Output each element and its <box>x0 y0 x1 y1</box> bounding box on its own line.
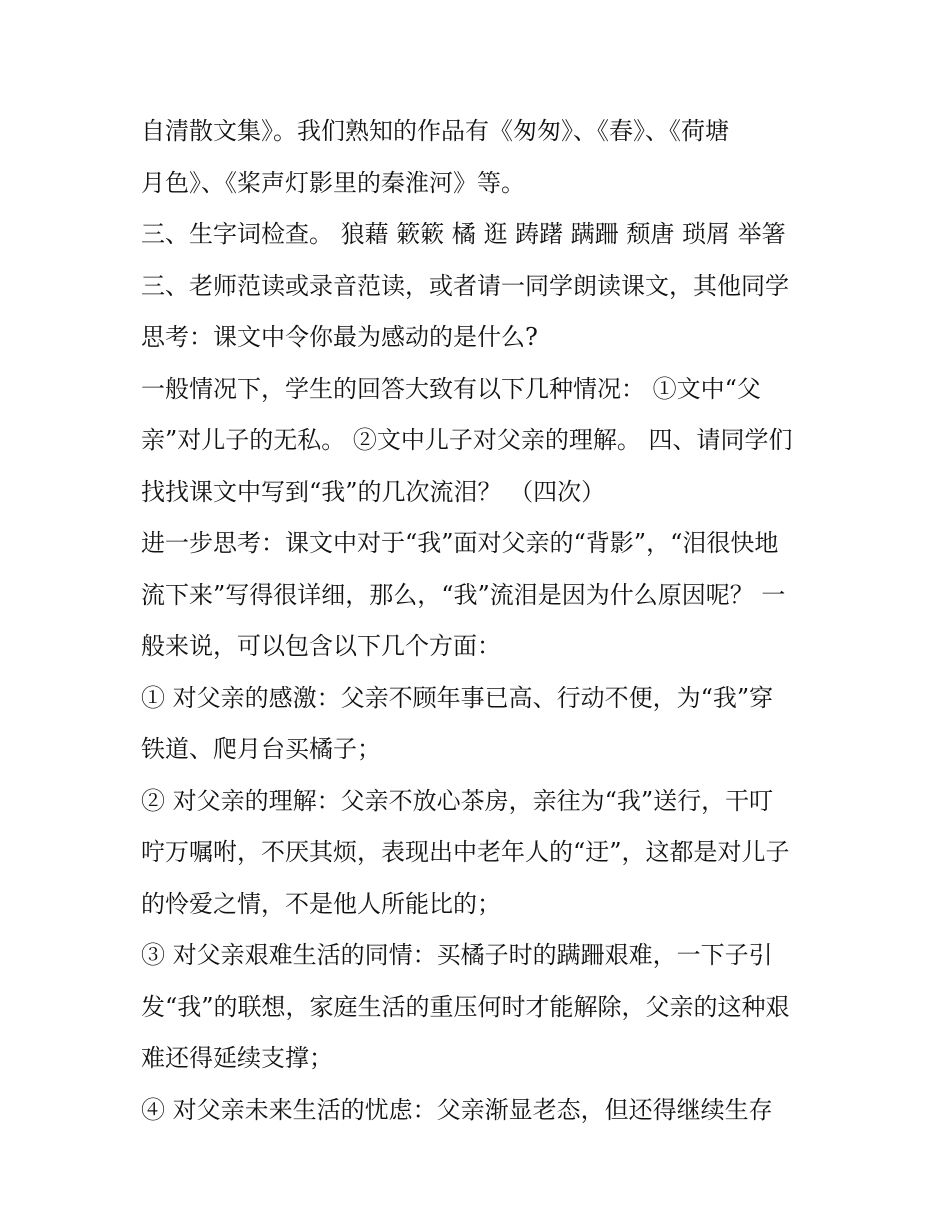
text-line: 自清散文集》。我们熟知的作品有《匆匆》、《春》、《荷塘 <box>141 117 729 145</box>
text-line: ③ 对父亲艰难生活的同情：买橘子时的蹒跚艰难，一下子引 <box>141 941 773 969</box>
text-line: 的怜爱之情，不是他人所能比的； <box>141 889 501 918</box>
text-line: 咛万嘱咐，不厌其烦，表现出中老年人的“迂”，这都是对儿子 <box>141 838 790 866</box>
text-line: ① 对父亲的感激：父亲不顾年事已高、行动不便，为“我”穿 <box>141 683 774 712</box>
text-line: 发“我”的联想，家庭生活的重压何时才能解除，父亲的这种艰 <box>141 992 790 1021</box>
text-line: 流下来”写得很详细，那么，“我”流泪是因为什么原因呢？ 一 <box>141 580 786 609</box>
document-body <box>141 106 821 1136</box>
text-line: ② 对父亲的理解：父亲不放心茶房，亲往为“我”送行，干叮 <box>141 786 774 815</box>
text-line: 三、生字词检查。 狼藉 簌簌 橘 逛 踌躇 蹒跚 颓唐 琐屑 举箸 <box>141 220 786 248</box>
text-line: 月色》、《桨声灯影里的秦淮河》等。 <box>141 168 525 197</box>
text-line: 铁道、爬月台买橘子； <box>141 735 381 763</box>
text-line: 进一步思考：课文中对于“我”面对父亲的“背影”，“泪很快地 <box>141 529 779 557</box>
text-line: 一般情况下，学生的回答大致有以下几种情况： ①文中“父 <box>141 374 761 403</box>
text-line: 难还得延续支撑； <box>141 1044 333 1072</box>
text-line: ④ 对父亲未来生活的忧虑：父亲渐显老态，但还得继续生存 <box>141 1095 773 1124</box>
text-line: 亲”对儿子的无私。 ②文中儿子对父亲的理解。 四、请同学们 <box>141 426 793 454</box>
text-line: 三、老师范读或录音范读，或者请一同学朗读课文，其他同学 <box>141 271 789 300</box>
text-line: 找找课文中写到“我”的几次流泪？ （四次） <box>141 477 606 506</box>
text-line: 思考：课文中令你最为感动的是什么? <box>141 323 538 351</box>
text-line: 般来说，可以包含以下几个方面： <box>141 632 501 660</box>
